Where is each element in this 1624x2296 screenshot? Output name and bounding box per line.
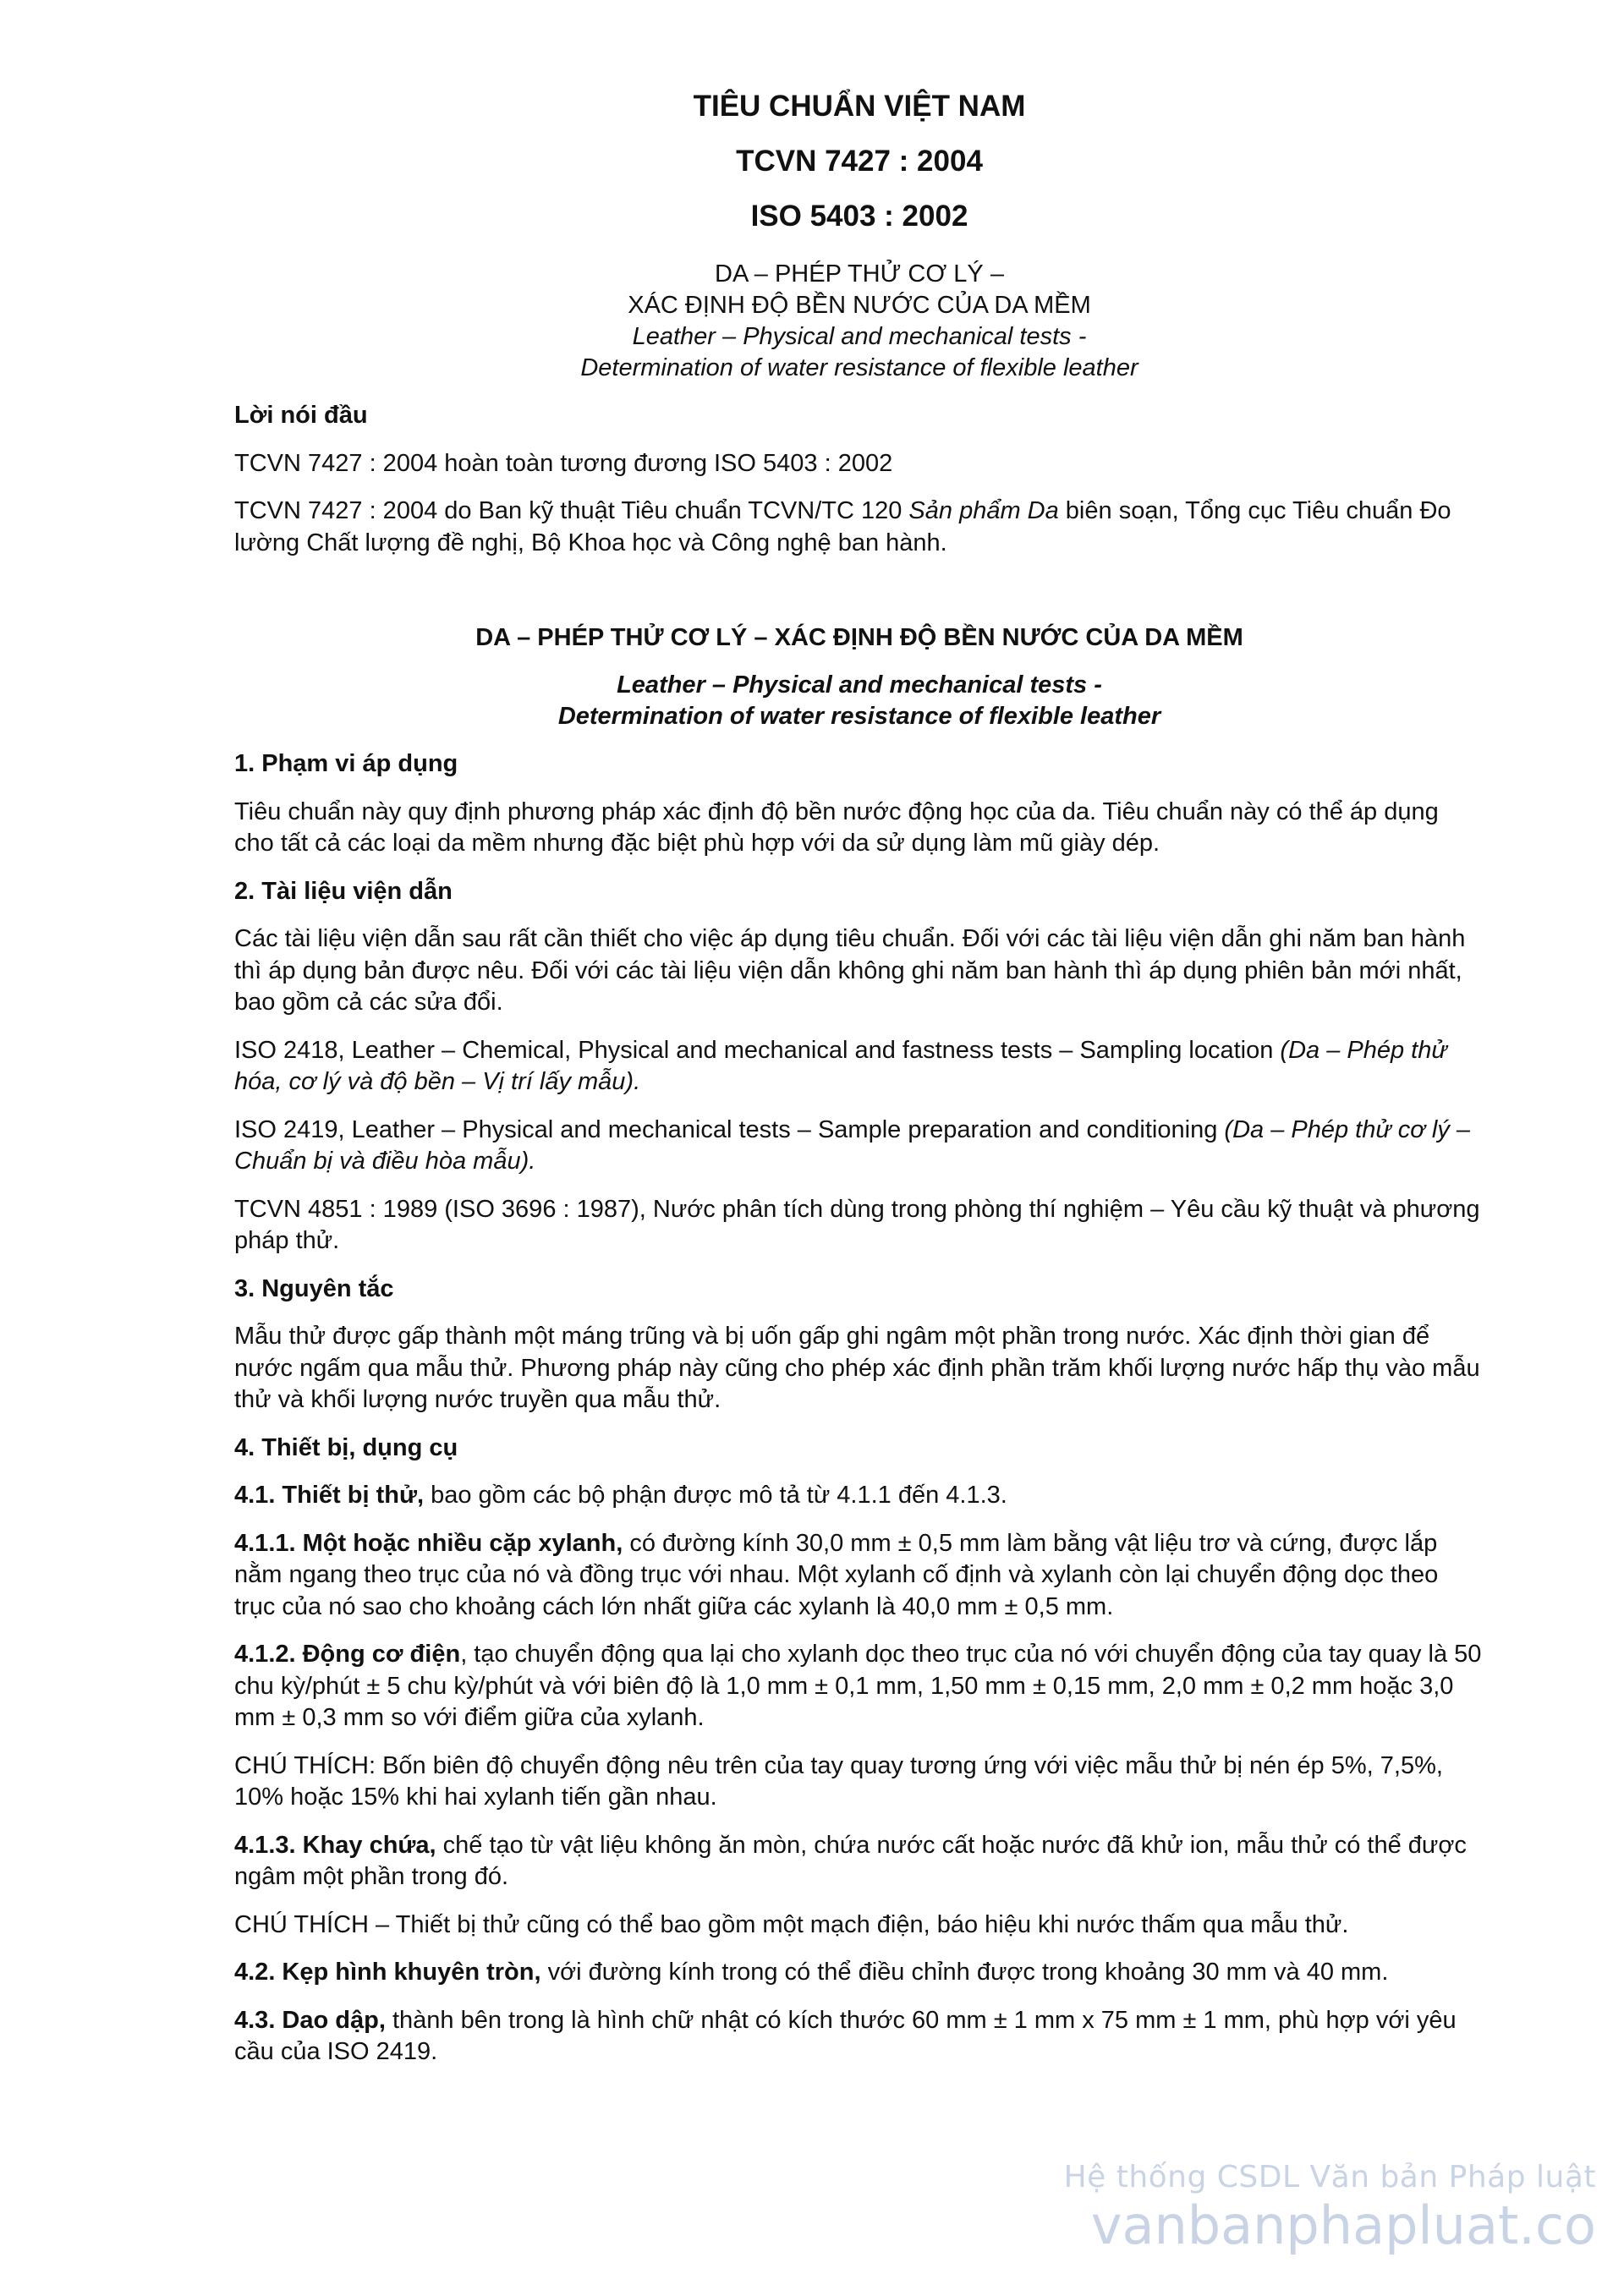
doc-header-iso-code: ISO 5403 : 2002 [750,200,968,233]
foreword-p2-text-b: biên soạn, Tổng cục Tiêu chuẩn Đo lường Chất lượng đề nghị, Bộ Khoa học và Công nghệ ban hành. [234,497,1451,556]
section-3-paragraph: Mẫu thử được gấp thành một máng trũng và bị uốn gấp ghi ngâm một phần trong nước. Xác định thời gian để nước ngấm qua mẫu thử. Phương pháp này cũng cho phép xác định phần trăm khối lượng nước hấp thụ vào mẫu thử và khối lượng nước truyền qua mẫu thử. [234,1323,1480,1413]
doc-title-vi-2: XÁC ĐỊNH ĐỘ BỀN NƯỚC CỦA DA MỀM [628,292,1091,319]
document-page [234,88,1484,2085]
section-2-heading: 2. Tài liệu viện dẫn [234,877,453,905]
main-title-en-2: Determination of water resistance of flexible leather [557,703,1161,730]
reference-iso-2418 [234,1035,1484,1099]
foreword-p2-text-a: TCVN 7427 : 2004 do Ban kỹ thuật Tiêu chuẩn TCVN/TC 120 [234,497,909,524]
clause-4-1-3-text: chế tạo từ vật liệu không ăn mòn, chứa nước cất hoặc nước đã khử ion, mẫu thử có thể được ngâm một phần trong đó. [234,1831,1467,1890]
foreword-paragraph-1: TCVN 7427 : 2004 hoàn toàn tương đương ISO 5403 : 2002 [234,449,893,477]
clause-4-1-label: 4.1. Thiết bị thử, [234,1482,425,1509]
site-watermark [1064,2159,1596,2255]
section-spacer [234,575,1484,622]
clause-4-1-2-label: 4.1.2. Động cơ điện [234,1641,461,1668]
clause-4-1-text: bao gồm các bộ phận được mô tả từ 4.1.1 đến 4.1.3. [424,1482,1007,1509]
reference-iso-2419 [234,1115,1484,1178]
clause-4-3-label: 4.3. Dao dập, [234,2006,386,2034]
foreword-heading: Lời nói đầu [234,402,368,429]
clause-4-1-2-text: , tạo chuyển động qua lại cho xylanh dọc theo trục của nó với chuyển động của tay quay là 50 chu kỳ/phút ± 5 chu kỳ/phút và với biên độ là 1,0 mm ± 0,1 mm, 1,50 mm ± 0,15 mm, 2,0 mm ± 0,2 mm hoặc 3,0 mm ± 0,3 mm so với điểm giữa của xylanh. [234,1641,1482,1731]
main-title-en-1: Leather – Physical and mechanical tests - [617,671,1102,699]
note-2: CHÚ THÍCH – Thiết bị thử cũng có thể bao gồm một mạch điện, báo hiệu khi nước thấm qua mẫu thử. [234,1910,1349,1938]
section-3-heading: 3. Nguyên tắc [234,1274,394,1302]
clause-4-1-1-text: có đường kính 30,0 mm ± 0,5 mm làm bằng vật liệu trơ và cứng, được lắp nằm ngang theo trục của nó và đồng trục với nhau. Một xylanh cố định và xylanh còn lại chuyển động dọc theo trục của nó sao cho khoảng cách lớn nhất giữa các xylanh là 40,0 mm ± 0,5 mm. [234,1529,1439,1620]
clause-4-2-text: với đường kính trong có thể điều chỉnh được trong khoảng 30 mm và 40 mm. [540,1959,1389,1986]
doc-title-en-2: Determination of water resistance of flexible leather [580,354,1138,381]
foreword-paragraph-2 [234,496,1484,559]
section-2-paragraph: Các tài liệu viện dẫn sau rất cần thiết cho việc áp dụng tiêu chuẩn. Đối với các tài liệu viện dẫn ghi năm ban hành thì áp dụng bản được nêu. Đối với các tài liệu viện dẫn không ghi năm ban hành thì áp dụng phiên bản mới nhất, bao gồm cả các sửa đổi. [234,925,1466,1016]
clause-4-1 [234,1480,1484,1512]
reference-iso-2419-italic: (Da – Phép thử cơ lý – Chuẩn bị và điều hòa mẫu). [234,1115,1471,1175]
main-title-vi: DA – PHÉP THỬ CƠ LÝ – XÁC ĐỊNH ĐỘ BỀN NƯỚC CỦA DA MỀM [475,624,1243,651]
section-1-heading: 1. Phạm vi áp dụng [234,750,458,777]
watermark-caption: Hệ thống CSDL Văn bản Pháp luật [1063,2160,1596,2195]
clause-4-1-2 [234,1639,1484,1734]
clause-4-1-1-label: 4.1.1. Một hoặc nhiều cặp xylanh, [234,1529,623,1557]
watermark-domain: vanbanphapluat.co [1090,2195,1596,2256]
clause-4-2 [234,1957,1484,1989]
reference-tcvn-4851: TCVN 4851 : 1989 (ISO 3696 : 1987), Nước phân tích dùng trong phòng thí nghiệm – Yêu cầu kỹ thuật và phương pháp thử. [234,1195,1480,1254]
clause-4-1-1 [234,1528,1484,1624]
reference-iso-2418-text: ISO 2418, Leather – Chemical, Physical and mechanical and fastness tests – Sampling location [234,1036,1281,1064]
doc-title-vi-1: DA – PHÉP THỬ CƠ LÝ – [715,260,1004,288]
reference-iso-2418-italic: (Da – Phép thử hóa, cơ lý và độ bền – Vị trí lấy mẫu). [234,1036,1447,1095]
clause-4-3 [234,2005,1484,2069]
clause-4-1-3 [234,1830,1484,1893]
clause-4-1-3-label: 4.1.3. Khay chứa, [234,1831,436,1859]
reference-iso-2419-text: ISO 2419, Leather – Physical and mechanical tests – Sample preparation and conditioning [234,1115,1225,1143]
note-1: CHÚ THÍCH: Bốn biên độ chuyển động nêu trên của tay quay tương ứng với việc mẫu thử bị nén ép 5%, 7,5%, 10% hoặc 15% khi hai xylanh tiến gần nhau. [234,1751,1443,1811]
doc-header-tcvn-code: TCVN 7427 : 2004 [736,145,983,178]
section-4-heading: 4. Thiết bị, dụng cụ [234,1433,458,1461]
doc-header-standard: TIÊU CHUẨN VIỆT NAM [693,90,1026,123]
clause-4-2-label: 4.2. Kẹp hình khuyên tròn, [234,1959,541,1986]
clause-4-3-text: thành bên trong là hình chữ nhật có kích thước 60 mm ± 1 mm x 75 mm ± 1 mm, phù hợp với yêu cầu của ISO 2419. [234,2006,1457,2065]
section-1-paragraph: Tiêu chuẩn này quy định phương pháp xác định độ bền nước động học của da. Tiêu chuẩn này có thể áp dụng cho tất cả các loại da mềm nhưng đặc biệt phù hợp với da sử dụng làm mũ giày dép. [234,797,1439,857]
doc-title-en-1: Leather – Physical and mechanical tests - [632,323,1087,350]
foreword-p2-italic: Sản phẩm Da [908,497,1059,524]
